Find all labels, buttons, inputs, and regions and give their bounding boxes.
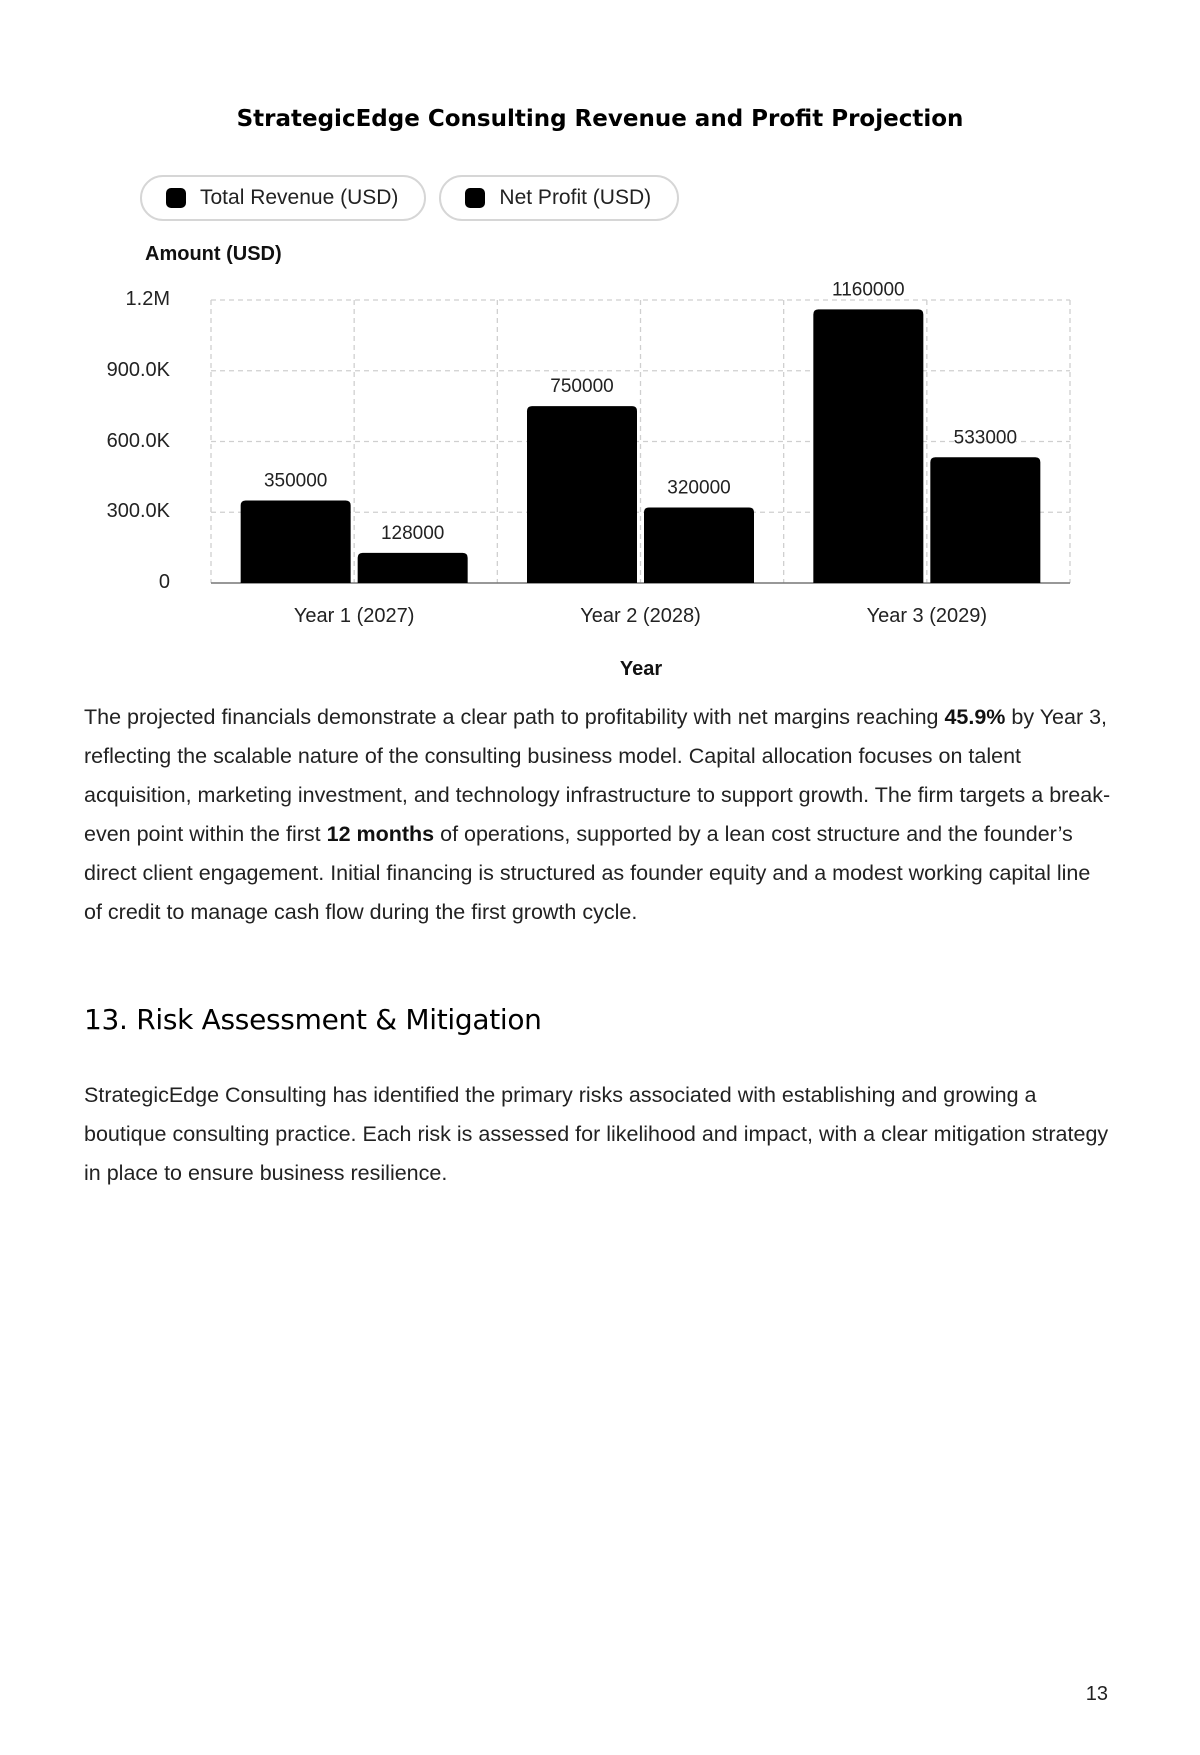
break-even-period: 12 months [326, 822, 435, 846]
summary-text-1: The projected financials demonstrate a clear path to profitability with net margins reaching [84, 705, 945, 729]
bar-value-label: 320000 [667, 477, 731, 499]
legend-label-net-profit: Net Profit (USD) [499, 186, 652, 209]
x-axis-title: Year [619, 658, 663, 680]
summary-paragraph [84, 698, 1114, 932]
x-tick-label: Year 3 (2029) [866, 605, 988, 627]
y-tick-label: 900.0K [106, 358, 170, 381]
y-tick-label: 600.0K [106, 429, 170, 452]
bar-revenue [813, 309, 923, 583]
bar-value-label: 350000 [263, 470, 328, 492]
y-tick-label: 300.0K [106, 500, 170, 523]
x-tick-label: Year 2 (2028) [580, 605, 701, 627]
summary-text-3: of operations, supported by a lean cost structure and the founder’s direct client engagement. Initial financing is structured as founder equity and a modest working capital line of credit to manage cash flow during the first growth cycle. [84, 822, 1091, 924]
legend-label-total-revenue: Total Revenue (USD) [200, 186, 399, 209]
section-heading: 13. Risk Assessment & Mitigation [84, 1003, 542, 1036]
bar-value-label: 533000 [953, 427, 1018, 449]
bar-profit [358, 553, 468, 583]
bar-value-label: 128000 [380, 522, 445, 544]
bar-chart [0, 0, 1200, 700]
page-number: 13 [1085, 1683, 1108, 1705]
chart-title: StrategicEdge Consulting Revenue and Profit Projection [236, 106, 964, 132]
bar-profit [644, 508, 754, 583]
bar-revenue [527, 406, 637, 583]
bar-profit [930, 457, 1040, 583]
bar-revenue [241, 500, 351, 583]
bar-value-label: 750000 [550, 376, 614, 398]
y-tick-label: 1.2M [125, 288, 170, 310]
risk-intro-paragraph: StrategicEdge Consulting has identified the primary risks associated with establishing and growing a boutique consulting practice. Each risk is assessed for likelihood and impact, with a clear mitigation strategy in place to ensure business resilience. [84, 1083, 1109, 1185]
y-axis-title: Amount (USD) [145, 243, 282, 265]
bar-value-label: 1160000 [832, 279, 905, 301]
x-tick-label: Year 1 (2027) [293, 605, 415, 627]
summary-text-2: by Year 3, reflecting the scalable nature of the consulting business model. Capital allocation focuses on talent acquisition, marketing investment, and technology infrastructure to support growth. The firm targets a break-even point within the first [84, 705, 1111, 846]
net-margin-value: 45.9% [944, 705, 1006, 729]
y-tick-label: 0 [158, 571, 170, 593]
